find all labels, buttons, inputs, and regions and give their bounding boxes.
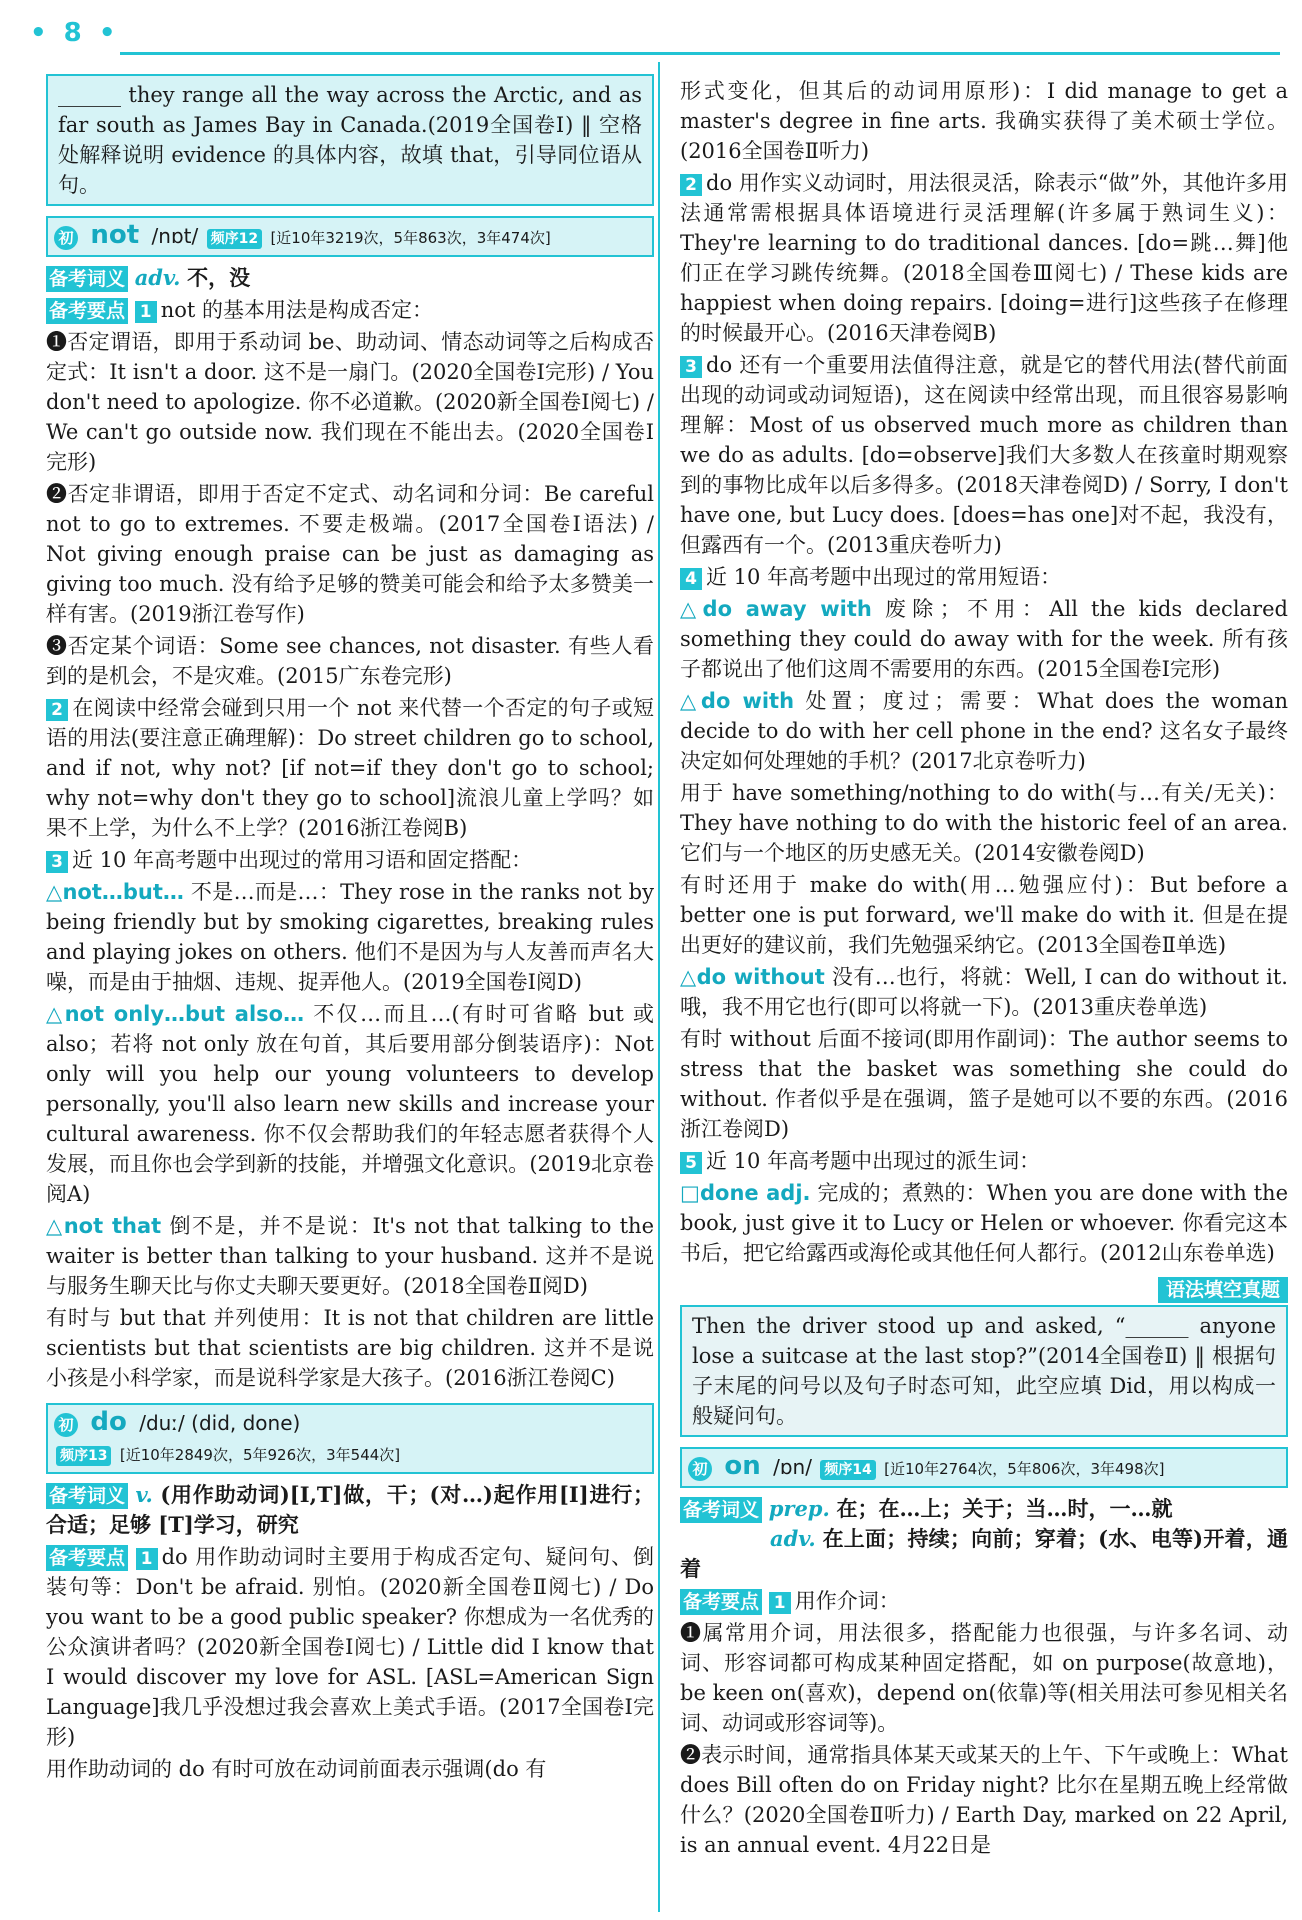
left-column [46, 74, 654, 1786]
usage-row [46, 295, 654, 325]
usage-paragraph: 形式变化，但其后的动词用原形)：I did manage to get a master's degree in fine arts. 我确实获得了美术硕士学位。(2016全国卷Ⅱ听力) [680, 79, 1288, 163]
phrase-head: △do with [680, 689, 795, 713]
right-column [680, 74, 1288, 1862]
phrase-text: 废除；不用：All the kids declared something they could do away with for the week. 所有孩子都说出了他们这周不需要用的东西。(2015全国卷Ⅰ完形) [680, 597, 1288, 681]
usage-paragraph: ❷表示时间，通常指具体某天或某天的上午、下午或晚上：What does Bill often do on Friday night? 比尔在星期五晚上经常做什么？(2020全国卷Ⅱ听力) / Earth Day, marked on 22 April, is an annual event. 4月22日是 [680, 1743, 1288, 1857]
meaning: 在上面；持续；向前；穿着；(水、电等)开着，通着 [680, 1526, 1288, 1581]
usage-paragraph: ❸否定某个词语：Some see chances, not disaster. 有些人看到的是机会，不是灾难。(2015广东卷完形) [46, 634, 654, 688]
usage-paragraph: 有时与 but that 并列使用：It is not that children are little scientists but that scientists are big children. 这并不是说小孩是小科学家，而是说科学家是大孩子。(2016浙江卷阅C) [46, 1306, 654, 1390]
continued-note-box: ______ they range all the way across the Arctic, and as far south as James Bay in Canada.(2019全国卷Ⅰ) ‖ 空格处解释说明 evidence 的具体内容，故填 that，引导同位语从句。 [46, 74, 654, 206]
phrase-head: △not that [46, 1214, 162, 1238]
usage-row [680, 1586, 1288, 1616]
usage-row [46, 1542, 654, 1752]
meaning-row [46, 263, 654, 293]
point-text: not 的基本用法是构成否定： [160, 298, 433, 322]
usage-paragraph: ❷否定非谓语，即用于否定不定式、动名词和分词：Be careful not to go to extremes. 不要走极端。(2017全国卷Ⅰ语法) / Not giving enough praise can be just as damaging as giving too much. 没有给予足够的赞美可能会和给予太多赞美一样有害。(2019浙江卷写作) [46, 482, 654, 626]
page-number: • 8 • [30, 18, 120, 48]
quiz-title [680, 1274, 1288, 1305]
derivative-head: □done adj. [680, 1181, 811, 1205]
point-number: 3 [46, 851, 68, 873]
quiz-box: Then the driver stood up and asked, “______ anyone lose a suitcase at the last stop?”(2014全国卷Ⅱ) ‖ 根据句子末尾的问号以及句子时态可知，此空应填 Did，用以构成一般疑问句。 [680, 1305, 1288, 1437]
meaning: (用作助动词)[I,T]做，干；(对…)起作用[I]进行；合适；足够 [T]学习，研究 [46, 1482, 654, 1537]
quiz-title-label: 语法填空真题 [1158, 1277, 1288, 1303]
pos: adv. [134, 265, 181, 290]
phrase-item [680, 962, 1288, 1022]
usage-tag: 备考要点 [46, 298, 128, 324]
point-number: 1 [136, 1548, 158, 1570]
usage-point [680, 350, 1288, 560]
frequency-stats: [近10年3219次，5年863次，3年474次] [270, 229, 551, 247]
entry-header-on [680, 1447, 1288, 1488]
usage-tag: 备考要点 [46, 1545, 128, 1571]
point-number: 2 [46, 699, 68, 721]
phrase-text: 不仅…而且…(有时可省略 but 或 also；若将 not only 放在句首，其后要用部分倒装语序)：Not only will you help our young volunteers to develop personally, you'll also learn new skills and increase your cultural awareness. 你不仅会帮助我们的年轻志愿者获得个人发展，而且你也会学到新的技能，并增强文化意识。(2019北京卷阅A) [46, 1002, 654, 1206]
point-number: 5 [680, 1152, 702, 1174]
phrase-head: △do away with [680, 597, 872, 621]
usage-paragraph: ❶否定谓语，即用于系动词 be、助动词、情态动词等之后构成否定式：It isn't a door. 这不是一扇门。(2020全国卷Ⅰ完形) / You don't need to apologize. 你不必道歉。(2020新全国卷Ⅰ阅七) / We can't go outside now. 我们现在不能出去。(2020全国卷Ⅰ完形) [46, 330, 654, 474]
point-text: 用作介词： [794, 1589, 900, 1613]
phrase-item [680, 594, 1288, 684]
usage-point [46, 693, 654, 843]
derivative-text: 完成的；煮熟的：When you are done with the book, just give it to Lucy or Helen or whoever. 你看完这本书后，把它给露西或海伦或其他任何人都行。(2012山东卷单选) [680, 1181, 1288, 1265]
level-badge: 初 [54, 1413, 78, 1437]
header-rule [120, 52, 1280, 55]
phrase-item [46, 877, 654, 997]
phrase-text: 没有…也行，将就：Well, I can do without it. 哦，我不用它也行(即可以将就一下)。(2013重庆卷单选) [680, 965, 1288, 1019]
meaning-tag: 备考词义 [46, 1483, 128, 1509]
point-number: 2 [680, 174, 702, 196]
entry-header-do [46, 1403, 654, 1474]
phrase-item [46, 999, 654, 1209]
phrase-text: 倒不是，并不是说：It's not that talking to the waiter is better than talking to your husband. 这并不是说与服务生聊天比与你丈夫聊天要更好。(2018全国卷Ⅱ阅D) [46, 1214, 654, 1298]
phrase-item [680, 686, 1288, 776]
usage-paragraph: 用于 have something/nothing to do with(与…有关/无关)：They have nothing to do with the historic feel of an area. 它们与一个地区的历史感无关。(2014安徽卷阅D) [680, 781, 1288, 865]
frequency-stats: [近10年2764次，5年806次，3年498次] [884, 1460, 1165, 1478]
usage-point [680, 562, 1288, 592]
frequency-stats: [近10年2849次，5年926次，3年544次] [119, 1446, 401, 1464]
point-text: do 用作助动词时主要用于构成否定句、疑问句、倒装句等：Don't be afraid. 别怕。(2020新全国卷Ⅱ阅七) / Do you want to be a good public speaker? 你想成为一名优秀的公众演讲者吗？(2020新全国卷Ⅰ阅七) / Little did I know that I would discover my love for ASL. [ASL=American Sign Language]我几乎没想过我会喜欢上美式手语。(2017全国卷Ⅰ完形) [46, 1545, 654, 1749]
phrase-text: 不是…而是…：They rose in the ranks not by being friendly but by smoking cigarettes, breaking rules and playing jokes on others. 他们不是因为与人友善而声名大噪，而是由于抽烟、违规、捉弄他人。(2019全国卷Ⅰ阅D) [46, 880, 654, 994]
derivative-item [680, 1178, 1288, 1268]
usage-point [680, 1146, 1288, 1176]
level-badge: 初 [54, 226, 78, 250]
phonetic: /nɒt/ [151, 224, 199, 248]
point-text: 在阅读中经常会碰到只用一个 not 来代替一个否定的句子或短语的用法(要注意正确理解)：Do street children go to school, and if not, why not? [if not=if they don't go to school; why not=why don't they go to school]流浪儿童上学吗？如果不上学，为什么不上学？(2016浙江卷阅B) [46, 696, 654, 840]
entry-header-not [46, 216, 654, 257]
point-text: 近 10 年高考题中出现过的派生词： [706, 1149, 1041, 1173]
meaning: 不，没 [187, 265, 251, 290]
point-number: 1 [769, 1592, 791, 1614]
usage-paragraph: 有时 without 后面不接词(即用作副词)：The author seems to stress that the basket was something she could do without. 作者似乎是在强调，篮子是她可以不要的东西。(2016浙江卷阅D) [680, 1027, 1288, 1141]
headword-do: do [90, 1407, 127, 1437]
phrase-item [46, 1211, 654, 1301]
headword-on: on [724, 1451, 761, 1481]
phonetic: /ɒn/ [773, 1455, 812, 1479]
point-number: 4 [680, 568, 702, 590]
meaning-row [46, 1480, 654, 1540]
page-header [0, 0, 1302, 62]
point-text: do 还有一个重要用法值得注意，就是它的替代用法(替代前面出现的动词或动词短语)，这在阅读中经常出现，而且很容易影响理解：Most of us observed much more as children than we do as adults. [do=observe]我们大多数人在孩童时期观察到的事物比成年以后多得多。(2018天津卷阅D) / Sorry, I don't have one, but Lucy does. [does=has one]对不起，我没有，但露西有一个。(2013重庆卷听力) [680, 353, 1288, 557]
point-number: 1 [135, 301, 157, 323]
frequency-rank: 频序14 [820, 1460, 875, 1480]
phrase-text: 处置；度过；需要：What does the woman decide to do with her cell phone in the end? 这名女子最终决定如何处理她的手机？(2017北京卷听力) [680, 689, 1289, 773]
pos: v. [135, 1482, 153, 1507]
pos: adv. [770, 1526, 816, 1551]
usage-paragraph: 用作助动词的 do 有时可放在动词前面表示强调(do 有 [46, 1757, 547, 1781]
column-divider [658, 62, 660, 1912]
level-badge: 初 [688, 1457, 712, 1481]
usage-point [46, 845, 654, 875]
point-text: 近 10 年高考题中出现过的常用习语和固定搭配： [72, 848, 533, 872]
meaning: 在；在…上；关于；当…时，一…就 [836, 1496, 1173, 1521]
pos: prep. [768, 1496, 830, 1521]
usage-point [680, 168, 1288, 348]
headword-not: not [90, 220, 140, 250]
meaning-row [680, 1494, 1288, 1584]
usage-paragraph: ❶属常用介词，用法很多，搭配能力也很强，与许多名词、动词、形容词都可构成某种固定搭配，如 on purpose(故意地)，be keen on(喜欢)，depend on(依靠)等(相关用法可参见相关名词、动词或形容词等)。 [680, 1621, 1288, 1735]
point-number: 3 [680, 356, 702, 378]
point-text: 近 10 年高考题中出现过的常用短语： [706, 565, 1062, 589]
frequency-rank: 频序13 [56, 1446, 111, 1466]
phrase-head: △not…but… [46, 880, 184, 904]
phrase-head: △not only…but also… [46, 1002, 305, 1026]
meaning-tag: 备考词义 [46, 266, 128, 292]
phrase-head: △do without [680, 965, 825, 989]
meaning-tag: 备考词义 [680, 1497, 762, 1523]
phonetic: /duː/ (did, done) [139, 1411, 301, 1435]
point-text: do 用作实义动词时，用法很灵活，除表示“做”外，其他许多用法通常需根据具体语境进行灵活理解(许多属于熟词生义)：They're learning to do traditional dances. [do=跳…舞]他们正在学习跳传统舞。(2018全国卷Ⅲ阅七) / These kids are happiest when doing repairs. [doing=进行]这些孩子在修理的时候最开心。(2016天津卷阅B) [680, 171, 1288, 345]
usage-tag: 备考要点 [680, 1589, 762, 1615]
usage-paragraph: 有时还用于 make do with(用…勉强应付)：But before a better one is put forward, we'll make do with it. 但是在提出更好的建议前，我们先勉强采纳它。(2013全国卷Ⅱ单选) [680, 873, 1288, 957]
frequency-rank: 频序12 [207, 229, 262, 249]
